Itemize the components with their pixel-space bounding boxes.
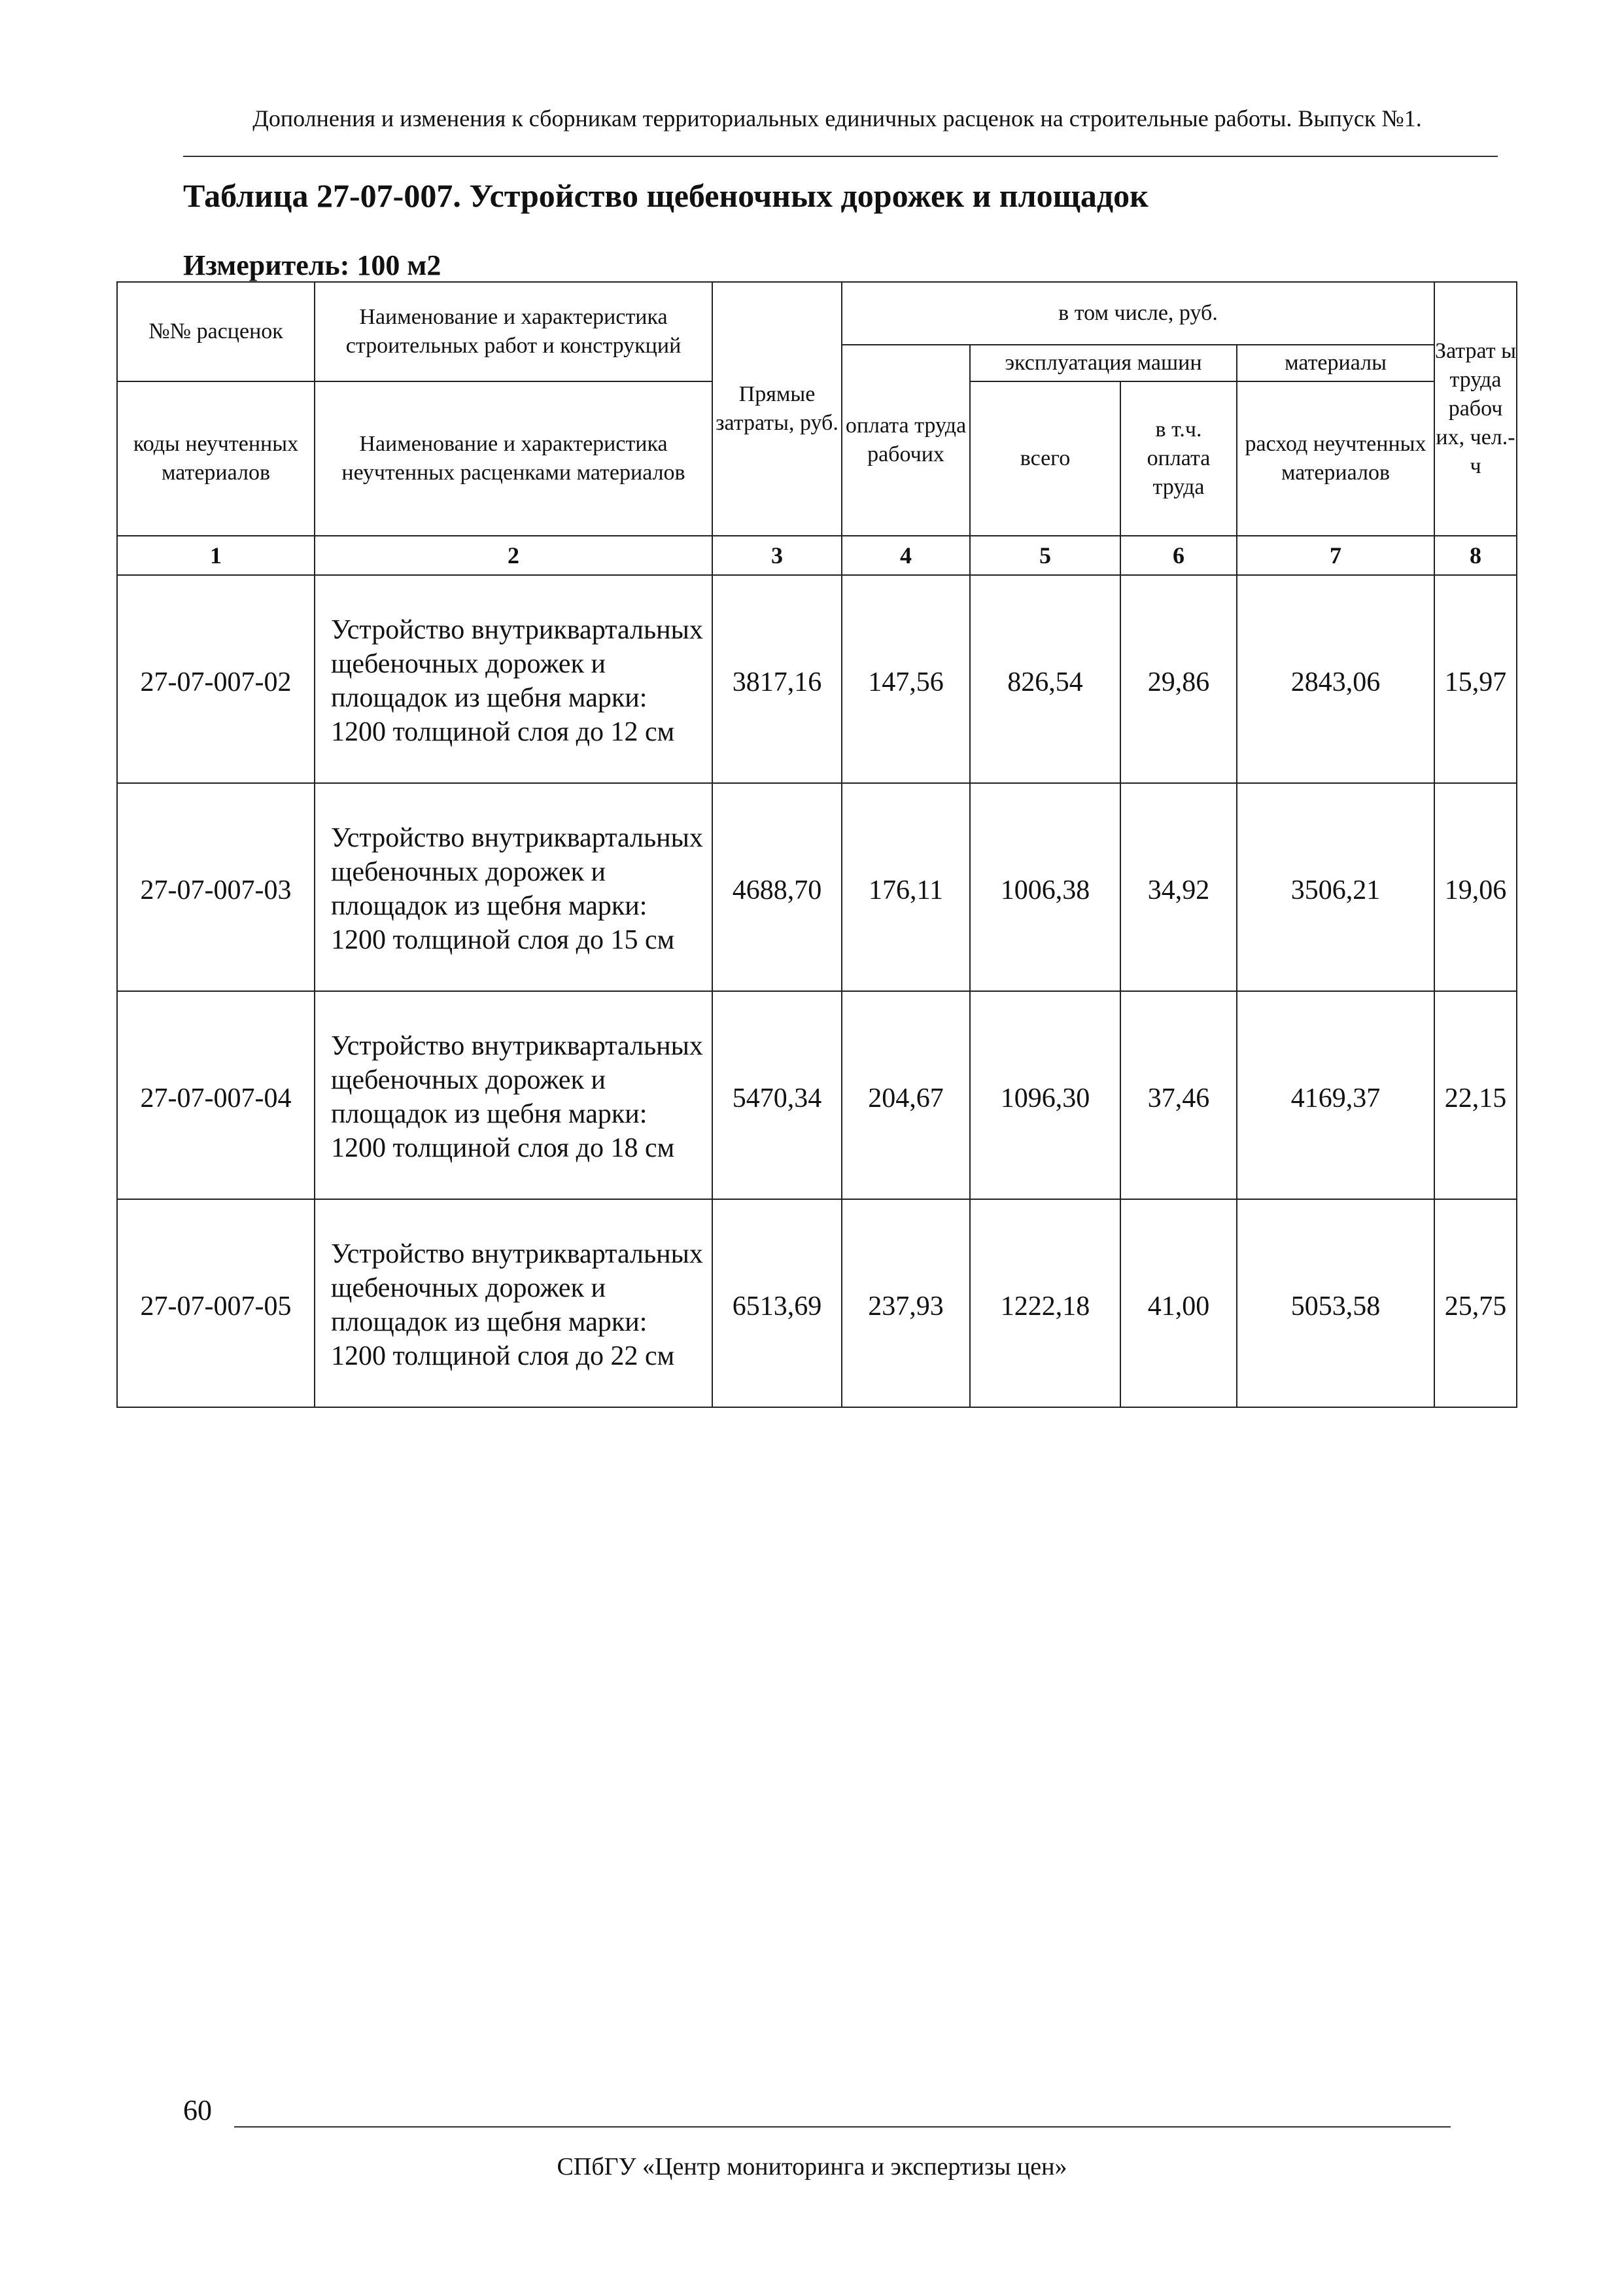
direct-costs-value: 5470,34: [712, 991, 842, 1199]
page-number: 60: [183, 2094, 212, 2126]
materials-value: 3506,21: [1237, 783, 1434, 991]
labor-hours-value: 15,97: [1434, 575, 1517, 783]
labor-pay-value: 204,67: [842, 991, 970, 1199]
header-direct-costs: Прямые затраты, руб.: [712, 282, 842, 536]
direct-costs-value: 3817,16: [712, 575, 842, 783]
table-row: [117, 783, 1517, 991]
column-number: 7: [1237, 536, 1434, 575]
rate-code: 27-07-007-02: [117, 575, 315, 783]
materials-value: 4169,37: [1237, 991, 1434, 1199]
column-number: 2: [315, 536, 712, 575]
rate-description: Устройство внутриквартальных щебеночных дорожек и площадок из щебня марки: 1200 толщиной слоя до 22 см: [315, 1199, 712, 1407]
rate-description: Устройство внутриквартальных щебеночных дорожек и площадок из щебня марки: 1200 толщиной слоя до 18 см: [315, 991, 712, 1199]
header-machines-labor: в т.ч. оплата труда: [1120, 381, 1237, 536]
header-materials: материалы: [1237, 345, 1434, 381]
header-rate-number: №№ расценок: [117, 282, 315, 381]
labor-hours-value: 22,15: [1434, 991, 1517, 1199]
direct-costs-value: 4688,70: [712, 783, 842, 991]
rate-code: 27-07-007-04: [117, 991, 315, 1199]
running-header: Дополнения и изменения к сборникам территориальных единичных расценок на строительные работы. Выпуск №1.: [252, 105, 1422, 131]
machines-total-value: 1222,18: [970, 1199, 1120, 1407]
machines-total-value: 826,54: [970, 575, 1120, 783]
materials-value: 5053,58: [1237, 1199, 1434, 1407]
labor-pay-value: 237,93: [842, 1199, 970, 1407]
machines-total-value: 1006,38: [970, 783, 1120, 991]
header-labor-pay: оплата труда рабочих: [842, 345, 970, 536]
footer-divider: [234, 2126, 1451, 2128]
labor-hours-value: 19,06: [1434, 783, 1517, 991]
machines-total-value: 1096,30: [970, 991, 1120, 1199]
column-number: 5: [970, 536, 1120, 575]
column-number: 3: [712, 536, 842, 575]
column-number: 8: [1434, 536, 1517, 575]
header-work-name: Наименование и характеристика строительных работ и конструкций: [315, 282, 712, 381]
header-machines-total: всего: [970, 381, 1120, 536]
table-row: [117, 1199, 1517, 1407]
header-labor-hours: Затрат ы труда рабоч их, чел.-ч: [1434, 282, 1517, 536]
rate-description: Устройство внутриквартальных щебеночных дорожек и площадок из щебня марки: 1200 толщиной слоя до 15 см: [315, 783, 712, 991]
header-materials-usage: расход неучтенных материалов: [1237, 381, 1434, 536]
header-material-names: Наименование и характеристика неучтенных расценками материалов: [315, 381, 712, 536]
machines-labor-value: 34,92: [1120, 783, 1237, 991]
machines-labor-value: 41,00: [1120, 1199, 1237, 1407]
direct-costs-value: 6513,69: [712, 1199, 842, 1407]
column-number: 6: [1120, 536, 1237, 575]
column-number-row: [117, 536, 1517, 575]
machines-labor-value: 37,46: [1120, 991, 1237, 1199]
footer-organization: СПбГУ «Центр мониторинга и экспертизы цен»: [557, 2153, 1067, 2181]
header-material-codes: коды неучтенных материалов: [117, 381, 315, 536]
column-number: 1: [117, 536, 315, 575]
header-including: в том числе, руб.: [842, 282, 1434, 345]
labor-pay-value: 147,56: [842, 575, 970, 783]
measurement-unit: Измеритель: 100 м2: [183, 249, 441, 281]
rate-code: 27-07-007-03: [117, 783, 315, 991]
rate-code: 27-07-007-05: [117, 1199, 315, 1407]
header-divider: [183, 156, 1498, 157]
column-number: 4: [842, 536, 970, 575]
rate-description: Устройство внутриквартальных щебеночных дорожек и площадок из щебня марки: 1200 толщиной слоя до 12 см: [315, 575, 712, 783]
table-row: [117, 991, 1517, 1199]
header-machines: эксплуатация машин: [970, 345, 1237, 381]
labor-pay-value: 176,11: [842, 783, 970, 991]
table-row: [117, 575, 1517, 783]
rates-table: [116, 281, 1517, 1408]
materials-value: 2843,06: [1237, 575, 1434, 783]
machines-labor-value: 29,86: [1120, 575, 1237, 783]
table-title: Таблица 27-07-007. Устройство щебеночных дорожек и площадок: [183, 177, 1149, 214]
labor-hours-value: 25,75: [1434, 1199, 1517, 1407]
